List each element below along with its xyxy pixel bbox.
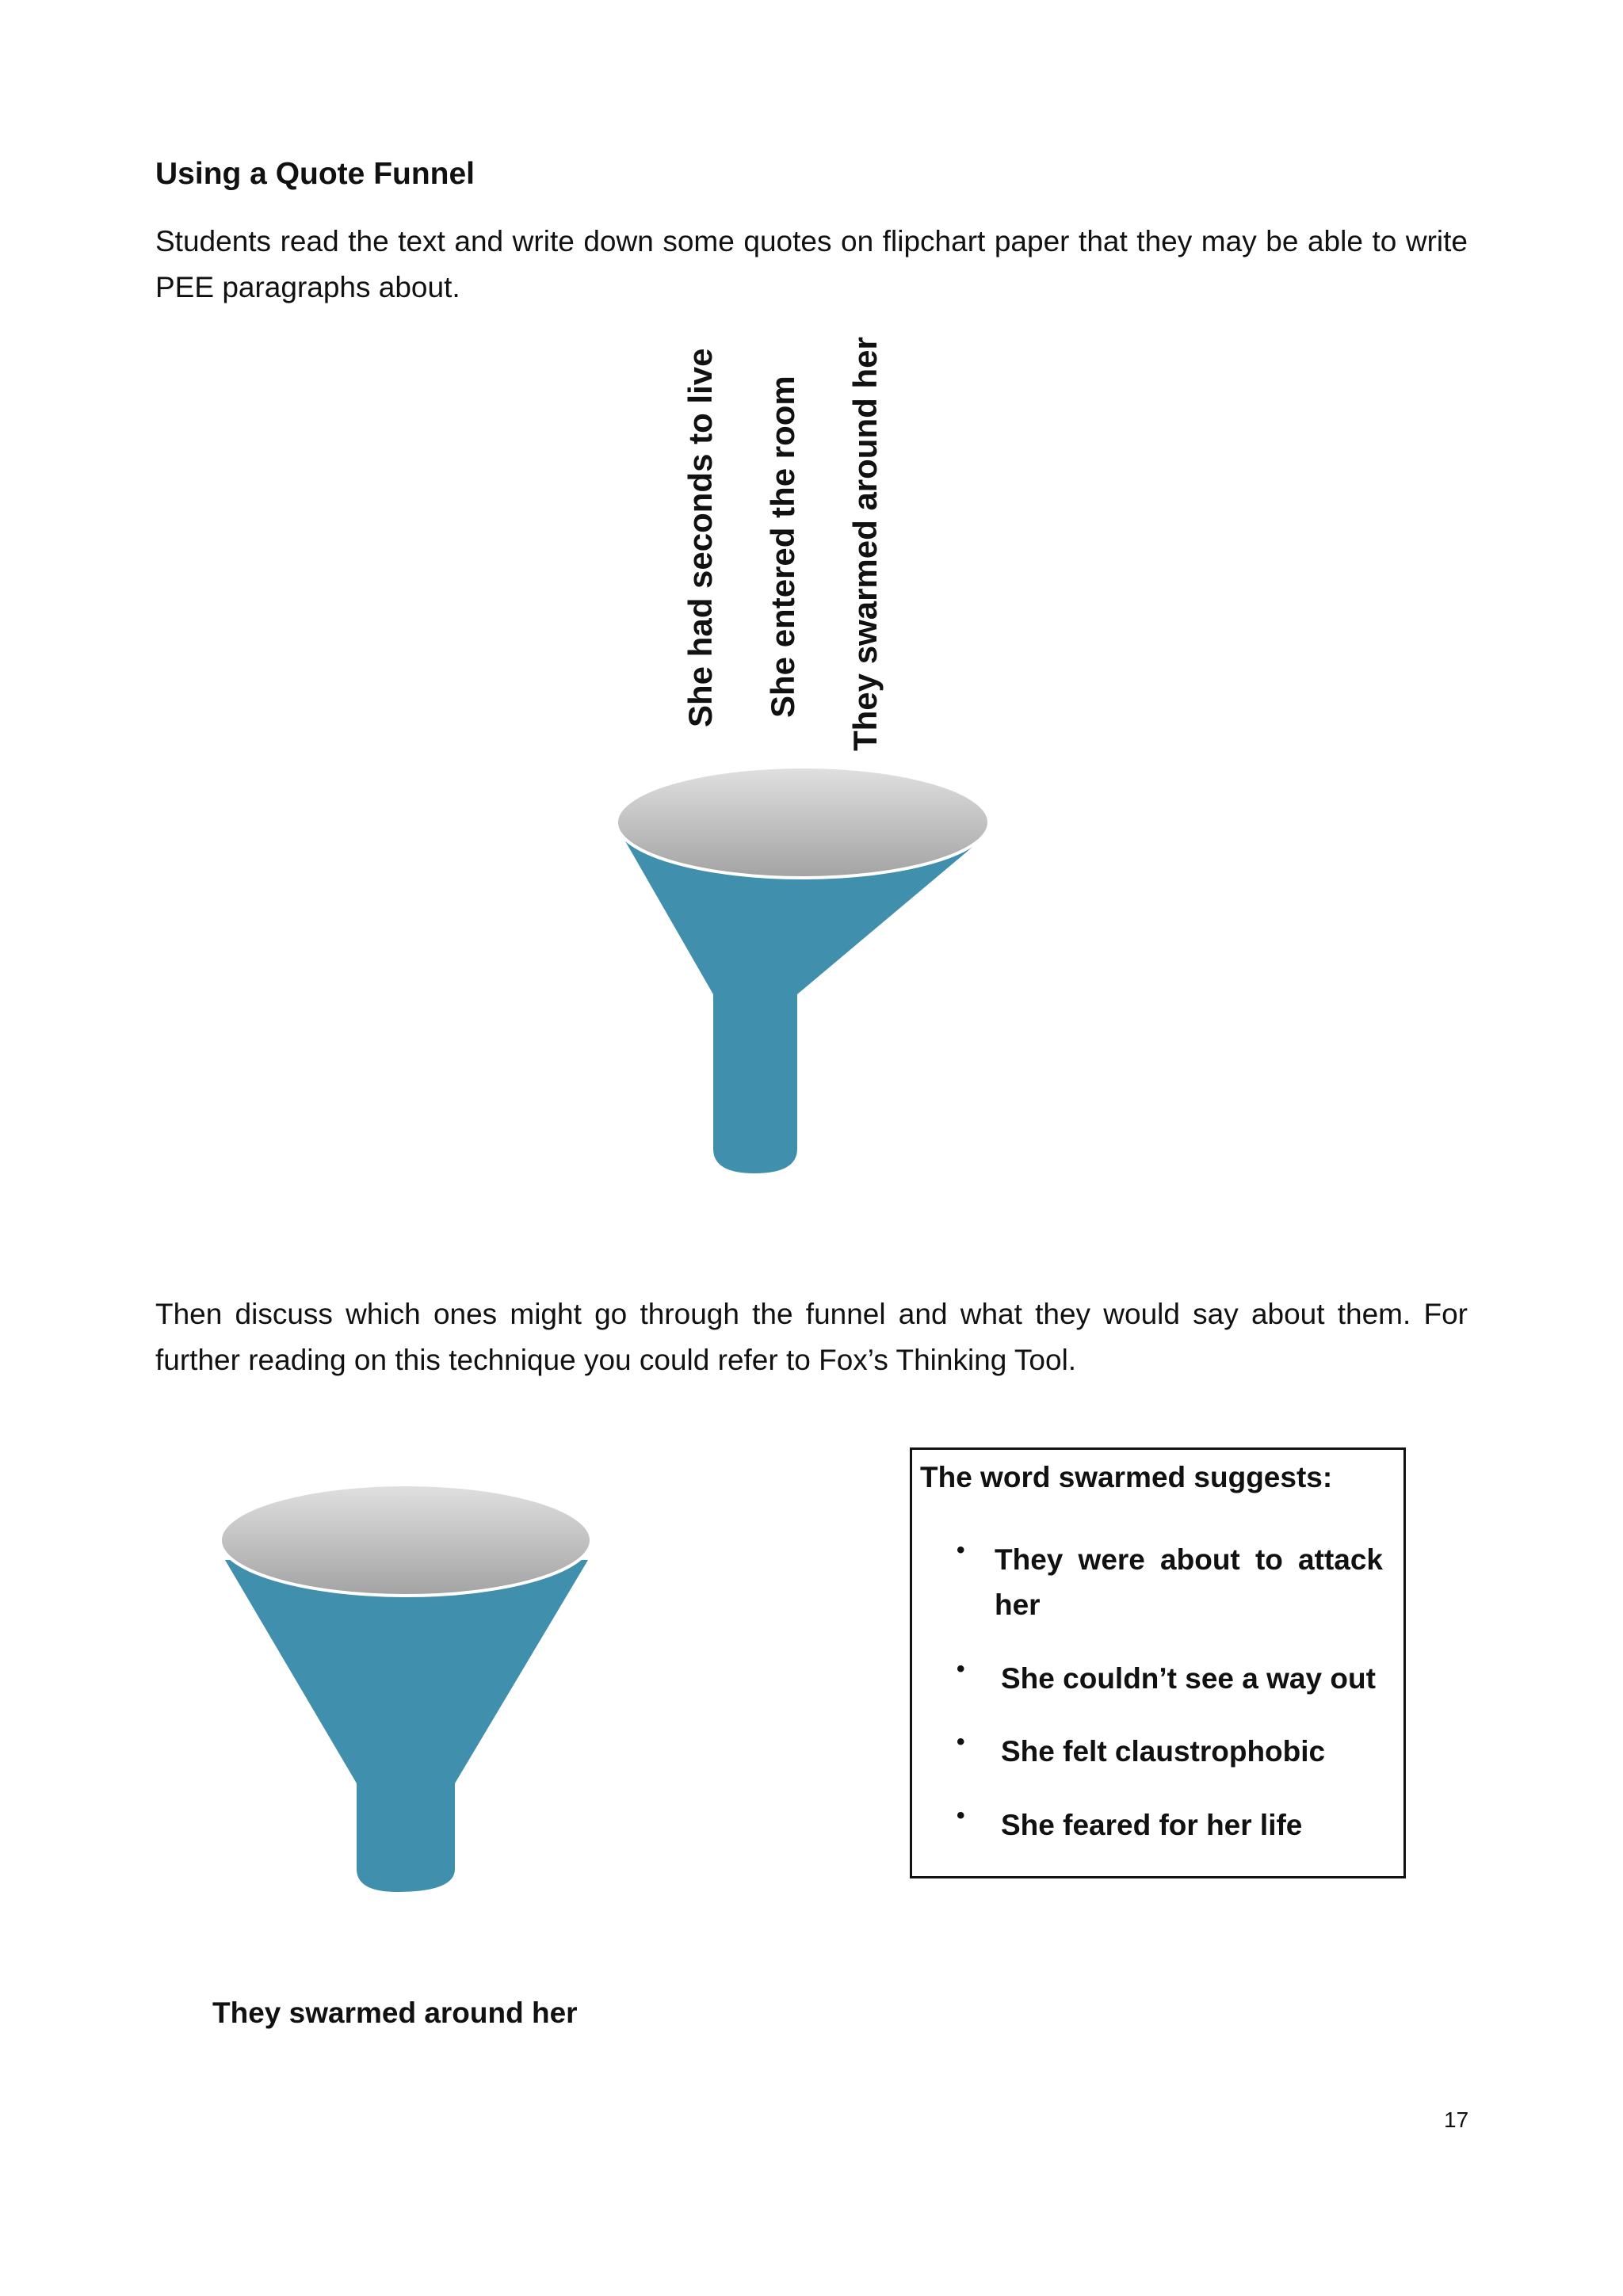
page-heading: Using a Quote Funnel <box>155 157 475 191</box>
funnel-label: They swarmed around her <box>212 1997 578 2029</box>
funnel-body <box>225 1560 588 1892</box>
page-number: 17 <box>1444 2107 1469 2132</box>
funnel-top-illustration <box>610 757 999 1177</box>
funnel-bottom-illustration <box>216 1477 604 1897</box>
discussion-paragraph: Then discuss which ones might go through the funnel and what they would say about them. For further reading on this technique you could refer to Fox’s Thinking Tool. <box>155 1298 1468 1376</box>
quote-1: She had seconds to live <box>682 348 719 727</box>
bullet-icon: • <box>957 1729 965 1755</box>
funnel-rim <box>617 767 989 878</box>
bullet-icon: • <box>957 1537 965 1563</box>
funnel-rim <box>220 1485 591 1596</box>
quote-2: She entered the room <box>764 376 801 718</box>
quote-3: They swarmed around her <box>846 337 884 751</box>
caption-box-title: The word swarmed suggests: <box>920 1461 1333 1493</box>
bullet-icon: • <box>957 1802 965 1829</box>
funnel-body <box>624 840 981 1173</box>
caption-box: The word swarmed suggests: • They were about to attack her • She couldn’t see a way out • She felt claustrophobic • She feared for her life <box>910 1447 1406 1878</box>
bullet-icon: • <box>957 1656 965 1682</box>
intro-paragraph: Students read the text and write down some quotes on flipchart paper that they may be able to write PEE paragraphs about. <box>155 225 1468 303</box>
